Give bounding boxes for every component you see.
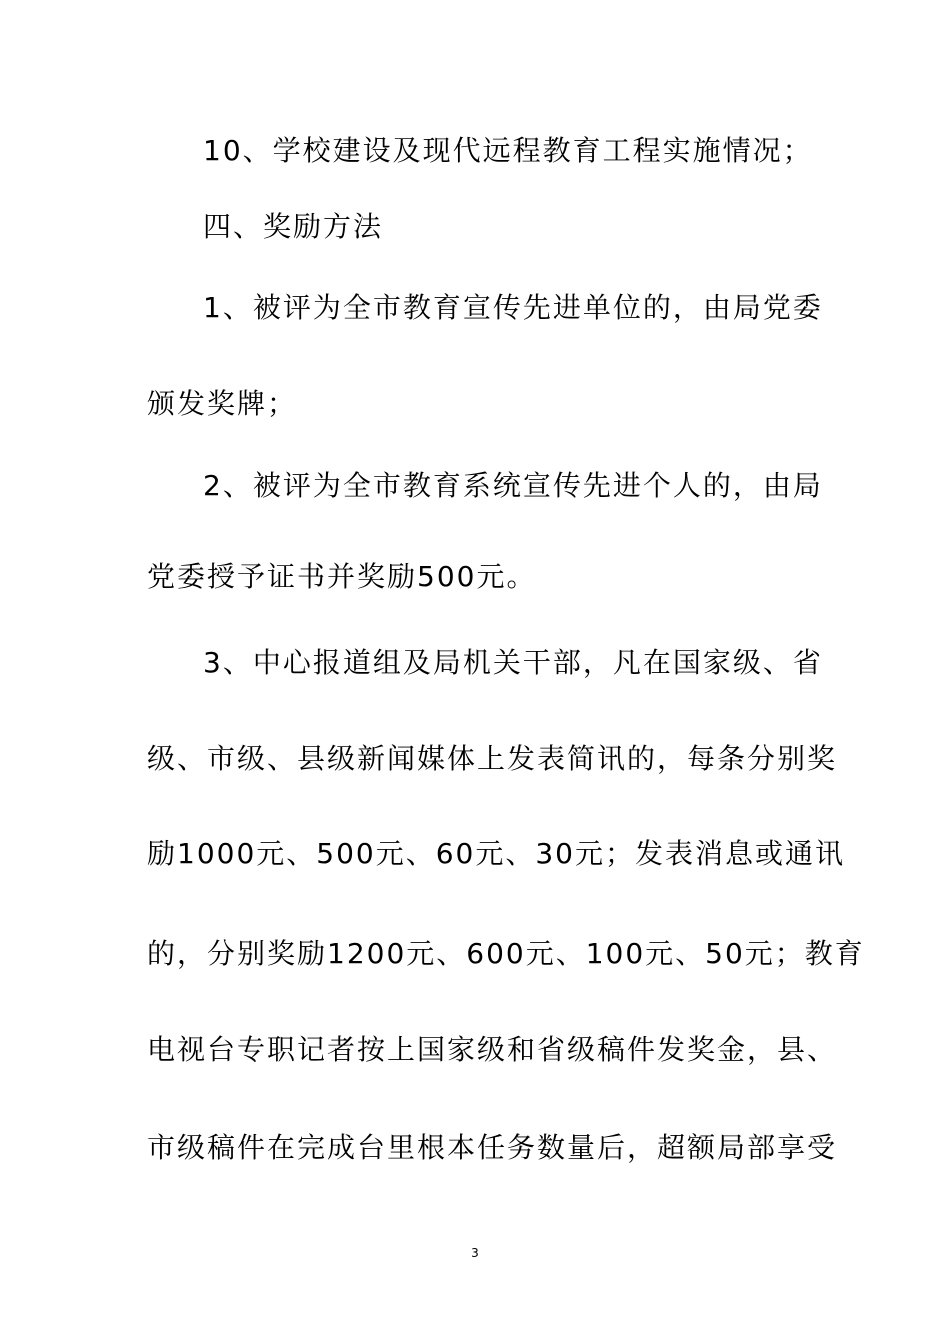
paragraph-line: 励1000元、500元、60元、30元；发表消息或通讯 [147,837,845,870]
paragraph-line: 2、被评为全市教育系统宣传先进个人的，由局 [203,469,823,502]
paragraph-line: 10、学校建设及现代远程教育工程实施情况； [203,134,813,167]
paragraph-line: 市级稿件在完成台里根本任务数量后，超额局部享受 [147,1131,838,1164]
paragraph-line: 3、中心报道组及局机关干部，凡在国家级、省 [203,646,823,679]
paragraph-line: 级、市级、县级新闻媒体上发表简讯的，每条分别奖 [147,742,838,775]
paragraph-line: 党委授予证书并奖励500元。 [147,560,537,593]
paragraph-line: 颁发奖牌； [147,387,298,420]
paragraph-line: 的，分别奖励1200元、600元、100元、50元；教育 [147,937,865,970]
page-number: 3 [471,1246,479,1260]
paragraph-line: 1、被评为全市教育宣传先进单位的，由局党委 [203,291,823,324]
paragraph-line: 电视台专职记者按上国家级和省级稿件发奖金，县、 [147,1033,838,1066]
section-heading: 四、奖励方法 [203,210,384,243]
